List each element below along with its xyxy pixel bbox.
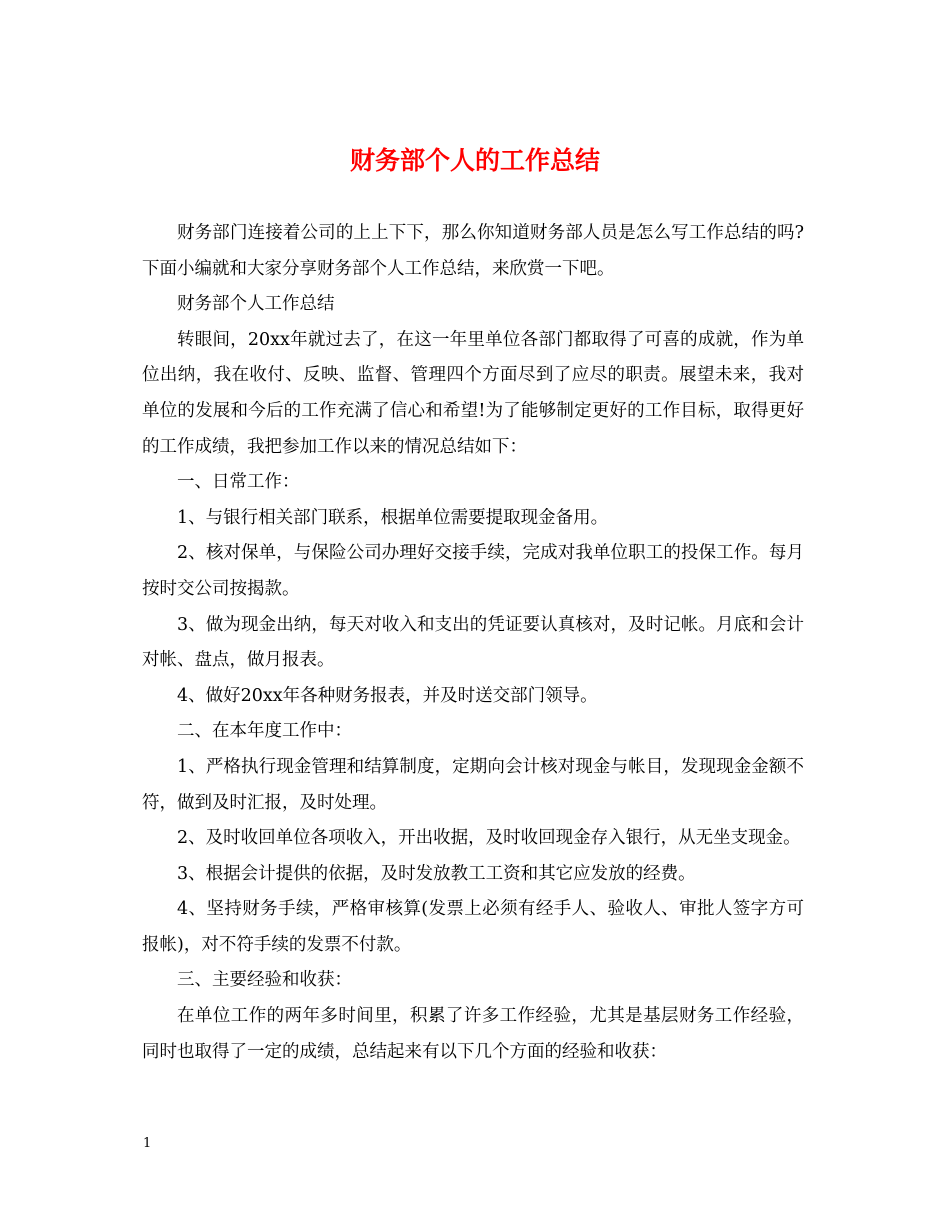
list-item: 4、坚持财务手续，严格审核算(发票上必须有经手人、验收人、审批人签字方可报帐)，对不符手续的发票不付款。 (142, 899, 804, 955)
list-item: 2、及时收回单位各项收入，开出收据，及时收回现金存入银行，从无坐支现金。 (177, 828, 801, 849)
section-heading-annual-work: 二、在本年度工作中： (177, 721, 352, 742)
list-item: 2、核对保单，与保险公司办理好交接手续，完成对我单位职工的投保工作。每月按时交公司按揭款。 (142, 543, 804, 599)
list-item: 3、根据会计提供的依据，及时发放教工工资和其它应发放的经费。 (177, 863, 696, 884)
paragraph-subtitle: 财务部个人工作总结 (177, 294, 335, 315)
paragraph-overview: 转眼间，20xx年就过去了，在这一年里单位各部门都取得了可喜的成就，作为单位出纳，我在收付、反映、监督、管理四个方面尽到了应尽的职责。展望未来，我对单位的发展和今后的工作充满了信心和希望!为了能够制定更好的工作目标，取得更好的工作成绩，我把参加工作以来的情况总结如下： (142, 329, 804, 457)
list-item: 1、严格执行现金管理和结算制度，定期向会计核对现金与帐目，发现现金金额不符，做到及时汇报，及时处理。 (142, 756, 804, 813)
paragraph-intro: 财务部门连接着公司的上上下下，那么你知道财务部人员是怎么写工作总结的吗?下面小编就和大家分享财务部个人工作总结，来欣赏一下吧。 (142, 223, 804, 279)
section-heading-experience: 三、主要经验和收获： (177, 970, 352, 991)
document-title: 财务部个人的工作总结 (349, 146, 600, 175)
section-heading-daily-work: 一、日常工作： (177, 472, 300, 493)
paragraph-experience: 在单位工作的两年多时间里，积累了许多工作经验，尤其是基层财务工作经验，同时也取得了一定的成绩，总结起来有以下几个方面的经验和收获： (142, 1006, 804, 1062)
page-number: 1 (143, 1136, 152, 1151)
list-item: 1、与银行相关部门联系，根据单位需要提取现金备用。 (177, 507, 609, 528)
document-body (142, 216, 804, 1070)
list-item: 4、做好20xx年各种财务报表，并及时送交部门领导。 (177, 685, 598, 706)
list-item: 3、做为现金出纳，每天对收入和支出的凭证要认真核对，及时记帐。月底和会计对帐、盘点，做月报表。 (142, 614, 804, 671)
